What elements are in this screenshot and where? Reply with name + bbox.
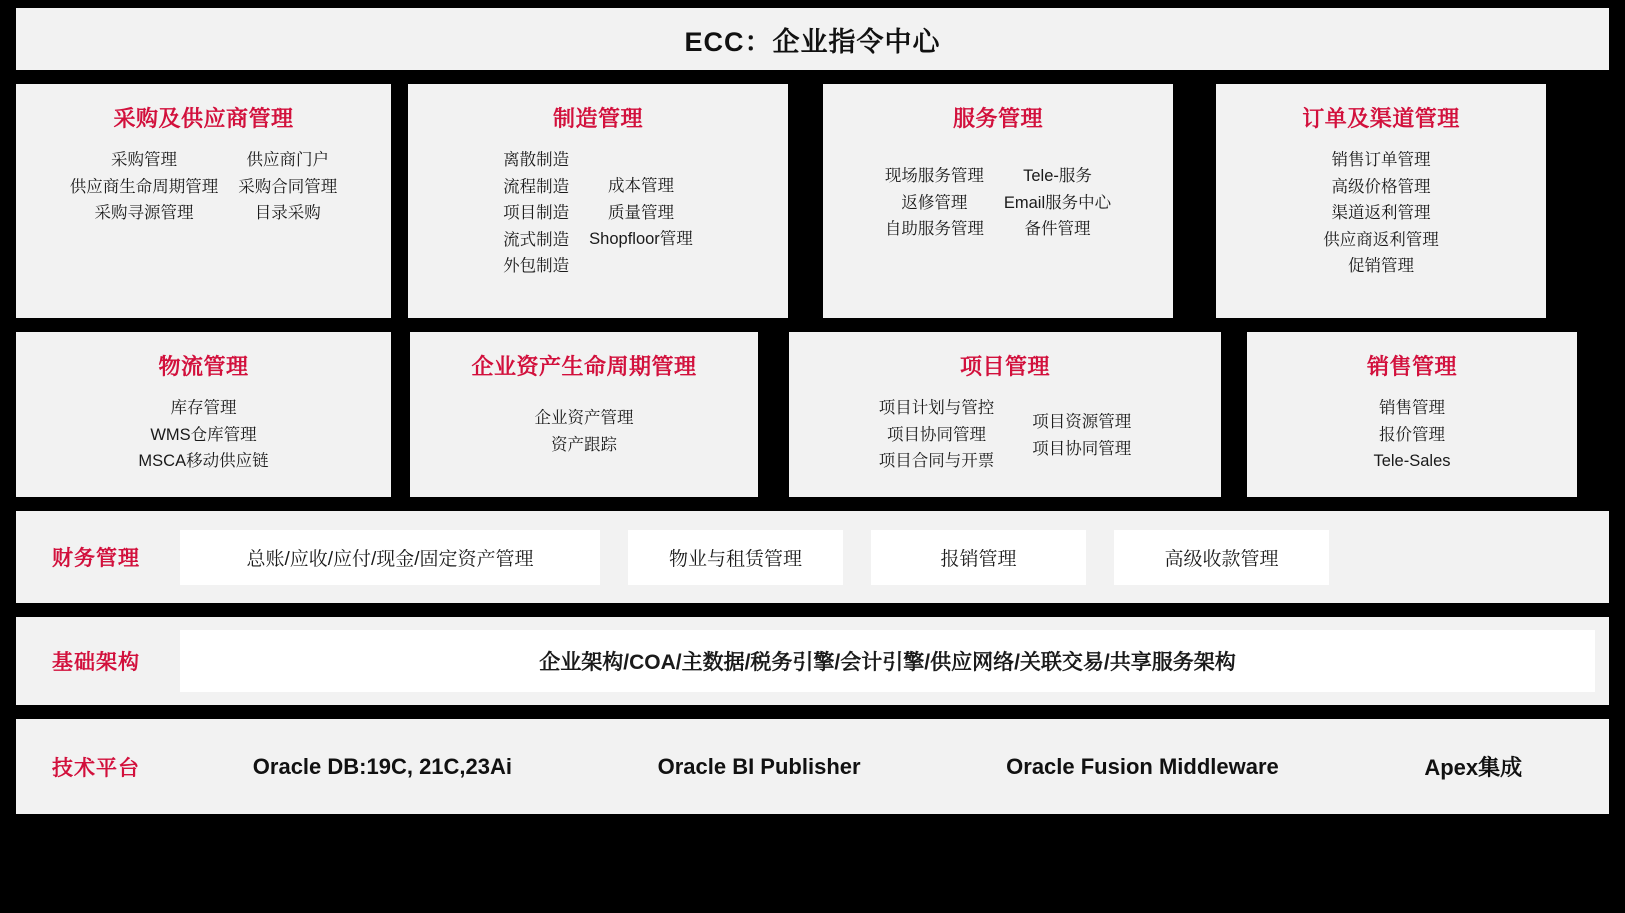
module-item[interactable]: Email服务中心 — [1003, 193, 1112, 212]
module-item[interactable]: 成本管理 — [607, 177, 674, 195]
technology-band-items — [180, 751, 1595, 782]
module-item[interactable]: Tele-Sales — [1373, 452, 1451, 470]
module-item[interactable]: 报价管理 — [1378, 425, 1445, 444]
module-item[interactable]: 备件管理 — [1024, 220, 1091, 238]
module-body — [26, 395, 381, 485]
module-item[interactable]: 流式制造 — [503, 230, 570, 249]
infrastructure-chip[interactable]: 企业架构/COA/主数据/税务引擎/会计引擎/供应网络/关联交易/共享服务架构 — [180, 630, 1595, 692]
module-item[interactable]: 项目计划与管控 — [878, 399, 995, 417]
module-body — [1226, 147, 1536, 306]
module-column — [533, 405, 636, 485]
infrastructure-band — [16, 617, 1609, 705]
module-column — [1002, 163, 1113, 306]
module-item[interactable]: Tele-服务 — [1023, 167, 1092, 185]
module-item[interactable]: 促销管理 — [1348, 257, 1414, 275]
module-card-asset-lifecycle[interactable] — [410, 332, 758, 497]
infrastructure-band-items — [180, 630, 1595, 692]
technology-item[interactable]: Oracle Fusion Middleware — [1006, 753, 1279, 779]
module-item[interactable]: 项目制造 — [503, 204, 570, 222]
technology-item[interactable]: Oracle BI Publisher — [657, 753, 861, 779]
module-item[interactable]: 资产跟踪 — [551, 435, 617, 454]
module-item[interactable]: 供应商返利管理 — [1323, 230, 1439, 249]
module-column — [883, 163, 986, 306]
module-item[interactable]: 项目协同管理 — [887, 425, 986, 444]
technology-item[interactable]: Oracle DB:19C, 21C,23Ai — [252, 753, 513, 779]
module-title: 订单及渠道管理 — [1302, 106, 1460, 131]
module-card-logistics[interactable] — [16, 332, 391, 497]
finance-band — [16, 511, 1609, 603]
module-body — [26, 147, 381, 306]
module-item[interactable]: 供应商生命周期管理 — [69, 177, 219, 196]
module-column — [1030, 395, 1133, 485]
module-item[interactable]: WMS仓库管理 — [150, 425, 257, 444]
module-item[interactable]: 项目资源管理 — [1032, 413, 1132, 431]
module-item[interactable]: 自助服务管理 — [884, 220, 984, 238]
module-body — [1257, 395, 1567, 485]
finance-band-label: 财务管理 — [52, 547, 140, 570]
module-title: 服务管理 — [952, 106, 1043, 131]
module-item[interactable]: 项目协同管理 — [1032, 439, 1132, 458]
module-item[interactable]: 销售管理 — [1378, 399, 1445, 417]
module-column — [1371, 395, 1452, 485]
module-item[interactable]: Shopfloor管理 — [589, 230, 693, 248]
module-item[interactable]: MSCA移动供应链 — [138, 452, 269, 470]
module-body — [420, 395, 748, 485]
module-title: 企业资产生命周期管理 — [471, 354, 697, 379]
technology-band-label: 技术平台 — [52, 756, 140, 780]
module-item[interactable]: 高级价格管理 — [1331, 177, 1431, 196]
page-title: ECC：企业指令中心 — [684, 26, 941, 57]
module-item[interactable]: 流程制造 — [503, 177, 570, 196]
module-card-order-channel[interactable] — [1216, 84, 1546, 318]
module-item[interactable]: 采购寻源管理 — [94, 204, 194, 222]
module-column — [68, 147, 221, 306]
module-title: 采购及供应商管理 — [113, 106, 294, 131]
module-column — [236, 147, 339, 306]
finance-chip[interactable]: 高级收款管理 — [1114, 530, 1329, 585]
header-band — [16, 8, 1609, 70]
finance-chip[interactable]: 物业与租赁管理 — [628, 530, 843, 585]
module-item[interactable]: 返修管理 — [901, 193, 968, 212]
module-row-2 — [16, 332, 1609, 497]
module-card-procurement[interactable] — [16, 84, 391, 318]
finance-chip[interactable]: 总账/应收/应付/现金/固定资产管理 — [180, 530, 600, 585]
infrastructure-band-label: 基础架构 — [52, 651, 140, 674]
module-column — [501, 147, 571, 306]
module-title: 销售管理 — [1366, 354, 1457, 379]
finance-chip[interactable]: 报销管理 — [871, 530, 1086, 585]
module-card-manufacturing[interactable] — [408, 84, 788, 318]
module-item[interactable]: 项目合同与开票 — [878, 452, 995, 470]
module-item[interactable]: 现场服务管理 — [884, 167, 984, 185]
module-item[interactable]: 离散制造 — [503, 151, 570, 169]
module-card-project[interactable] — [789, 332, 1221, 497]
technology-band — [16, 719, 1609, 814]
module-row-1 — [16, 84, 1609, 318]
module-title: 制造管理 — [552, 106, 643, 131]
module-body — [799, 395, 1211, 485]
module-item[interactable]: 质量管理 — [607, 203, 674, 222]
module-title: 物流管理 — [158, 354, 249, 379]
diagram-root — [0, 8, 1625, 913]
module-column — [1321, 147, 1441, 306]
module-column — [877, 395, 997, 485]
module-item[interactable]: 渠道返利管理 — [1331, 204, 1431, 222]
module-body — [418, 147, 778, 306]
module-body — [833, 147, 1163, 306]
technology-item[interactable]: Apex集成 — [1424, 755, 1523, 780]
module-item[interactable]: 库存管理 — [170, 399, 237, 417]
module-item[interactable]: 采购合同管理 — [238, 177, 338, 196]
module-title: 项目管理 — [959, 354, 1050, 379]
module-column — [136, 395, 270, 485]
module-item[interactable]: 销售订单管理 — [1331, 151, 1431, 169]
module-item[interactable]: 外包制造 — [503, 257, 570, 275]
module-item[interactable]: 采购管理 — [111, 151, 177, 169]
module-card-service[interactable] — [823, 84, 1173, 318]
finance-band-items — [180, 530, 1595, 585]
module-card-sales[interactable] — [1247, 332, 1577, 497]
module-item[interactable]: 目录采购 — [254, 204, 321, 222]
module-item[interactable]: 供应商门户 — [246, 151, 329, 169]
module-column — [587, 147, 695, 306]
module-item[interactable]: 企业资产管理 — [534, 409, 634, 427]
